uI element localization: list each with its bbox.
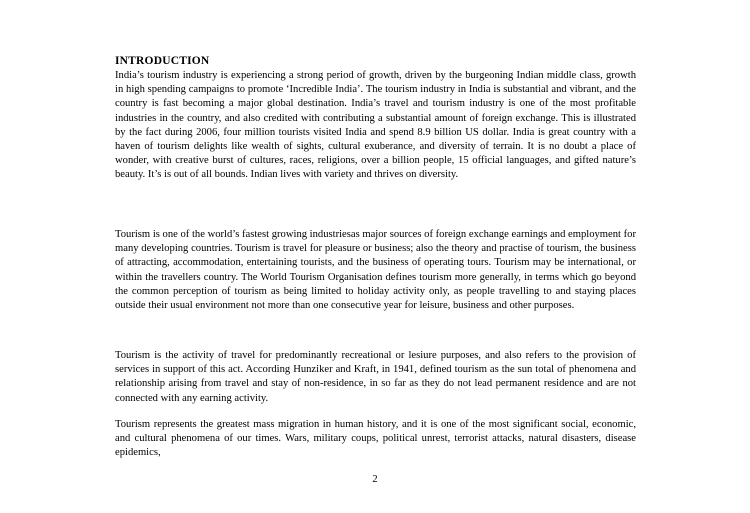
page-number: 2 (372, 474, 378, 485)
section-heading: INTRODUCTION (115, 55, 210, 67)
paragraph-4: Tourism represents the greatest mass migration in human history, and it is one of the most significant social, economic, and cultural phenomena of our times. Wars, military coups, political unrest, terrorist attacks, natural disasters, disease epidemics, (115, 419, 636, 459)
paragraph-2: Tourism is one of the world’s fastest growing industriesas major sources of foreign exchange earnings and employment for many developing countries. Tourism is travel for pleasure or business; also the theory and practise of tourism, the business of attracting, accommodation, entertaining tourists, and the business of operating tours. Tourism may be international, or within the travellers country. The World Tourism Organisation defines tourism more generally, in terms which go beyond the common perception of tourism as being limited to holiday activity only, as people travelling to and staying places outside their usual environment not more than one consecutive year for leisure, business and other purposes. (115, 229, 636, 312)
paragraph-3: Tourism is the activity of travel for predominantly recreational or lesiure purposes, and also refers to the provision of services in support of this act. According Hunziker and Kraft, in 1941, defined tourism as the sun total of phenomena and relationship arising from travel and stay of non-residence, in so far as they do not lead permanent residence and are not connected with any earning activity. (115, 350, 636, 404)
paragraph-1: India’s tourism industry is experiencing a strong period of growth, driven by the burgeoning Indian middle class, growth in high spending campaigns to promote ‘Incredible India’. The tourism industry in India is substantial and vibrant, and the country is fast becoming a major global destination. India’s travel and tourism industry is one of the most profitable industries in the country, and also credited with contributing a substantial amount of foreign exchange. This is illustrated by the fact during 2006, four million tourists visited India and spend 8.9 billion US dollar. India is great country with a haven of tourism delights like wealth of sights, cultural exuberance, and diversity of terrain. It is no doubt a place of wonder, with creative burst of cultures, races, religions, over a billion people, 15 official languages, and gifted nature’s beauty. It’s is out of all bounds. Indian lives with variety and thrives on diversity. (115, 70, 636, 181)
